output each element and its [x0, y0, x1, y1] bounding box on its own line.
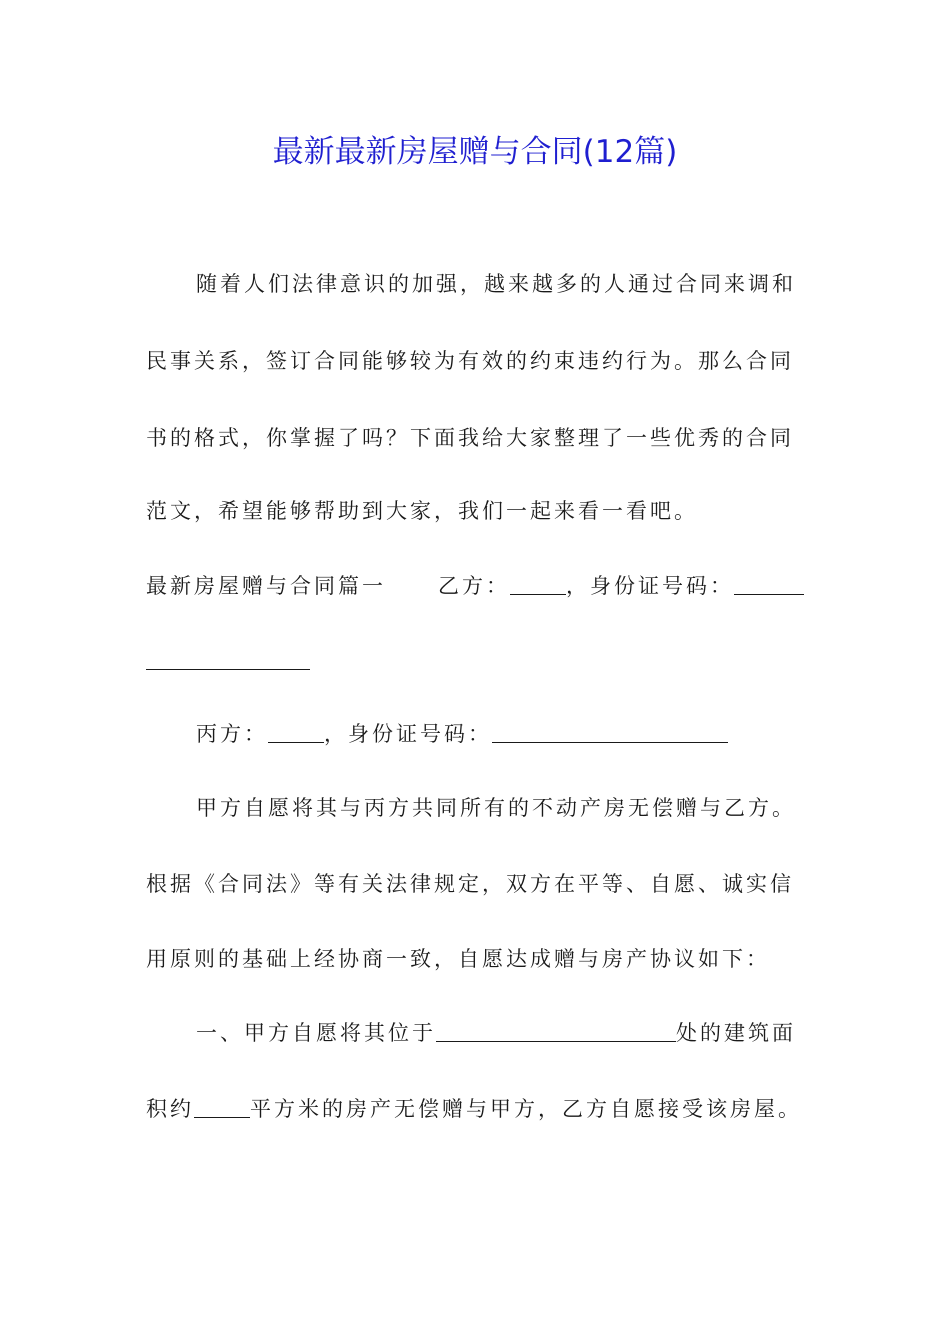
body-line-2: 根据《合同法》等有关法律规定，双方在平等、自愿、诚实信	[146, 872, 794, 896]
intro-line-1: 随着人们法律意识的加强，越来越多的人通过合同来调和	[196, 272, 796, 296]
party-c-line	[196, 718, 806, 750]
clause-1-suffix: 处的建筑面	[676, 1021, 796, 1045]
section-heading: 最新房屋赠与合同篇一	[146, 574, 386, 598]
body-line-3: 用原则的基础上经协商一致，自愿达成赠与房产协议如下：	[146, 947, 770, 971]
body-line-1: 甲方自愿将其与丙方共同所有的不动产房无偿赠与乙方。	[196, 796, 796, 820]
clause-1-prefix: 一、甲方自愿将其位于	[196, 1021, 436, 1045]
intro-line-2: 民事关系，签订合同能够较为有效的约束违约行为。那么合同	[146, 349, 794, 373]
clause-1-line-2-suffix: 平方米的房产无偿赠与甲方，乙方自愿接受该房屋。	[250, 1097, 802, 1121]
party-b-id-label: ，身份证号码：	[566, 574, 734, 598]
document-title: 最新最新房屋赠与合同(12篇)	[272, 134, 678, 170]
clause-1-line-1	[196, 1017, 806, 1049]
clause-1-line-2	[146, 1093, 806, 1125]
party-b-name-blank	[510, 593, 566, 595]
location-blank	[436, 1040, 676, 1042]
party-c-id-blank	[492, 741, 728, 743]
intro-line-3: 书的格式，你掌握了吗？下面我给大家整理了一些优秀的合同	[146, 426, 794, 450]
area-blank	[194, 1116, 250, 1118]
party-b-label: 乙方：	[438, 574, 510, 598]
party-c-name-blank	[268, 741, 324, 743]
party-b-id-blank-continued	[146, 668, 310, 670]
party-b-line	[146, 570, 806, 602]
party-c-label: 丙方：	[196, 722, 268, 746]
party-c-id-label: ，身份证号码：	[324, 722, 492, 746]
clause-1-line-2-prefix: 积约	[146, 1097, 194, 1121]
intro-line-4: 范文，希望能够帮助到大家，我们一起来看一看吧。	[146, 499, 698, 523]
party-b-id-blank	[734, 593, 804, 595]
